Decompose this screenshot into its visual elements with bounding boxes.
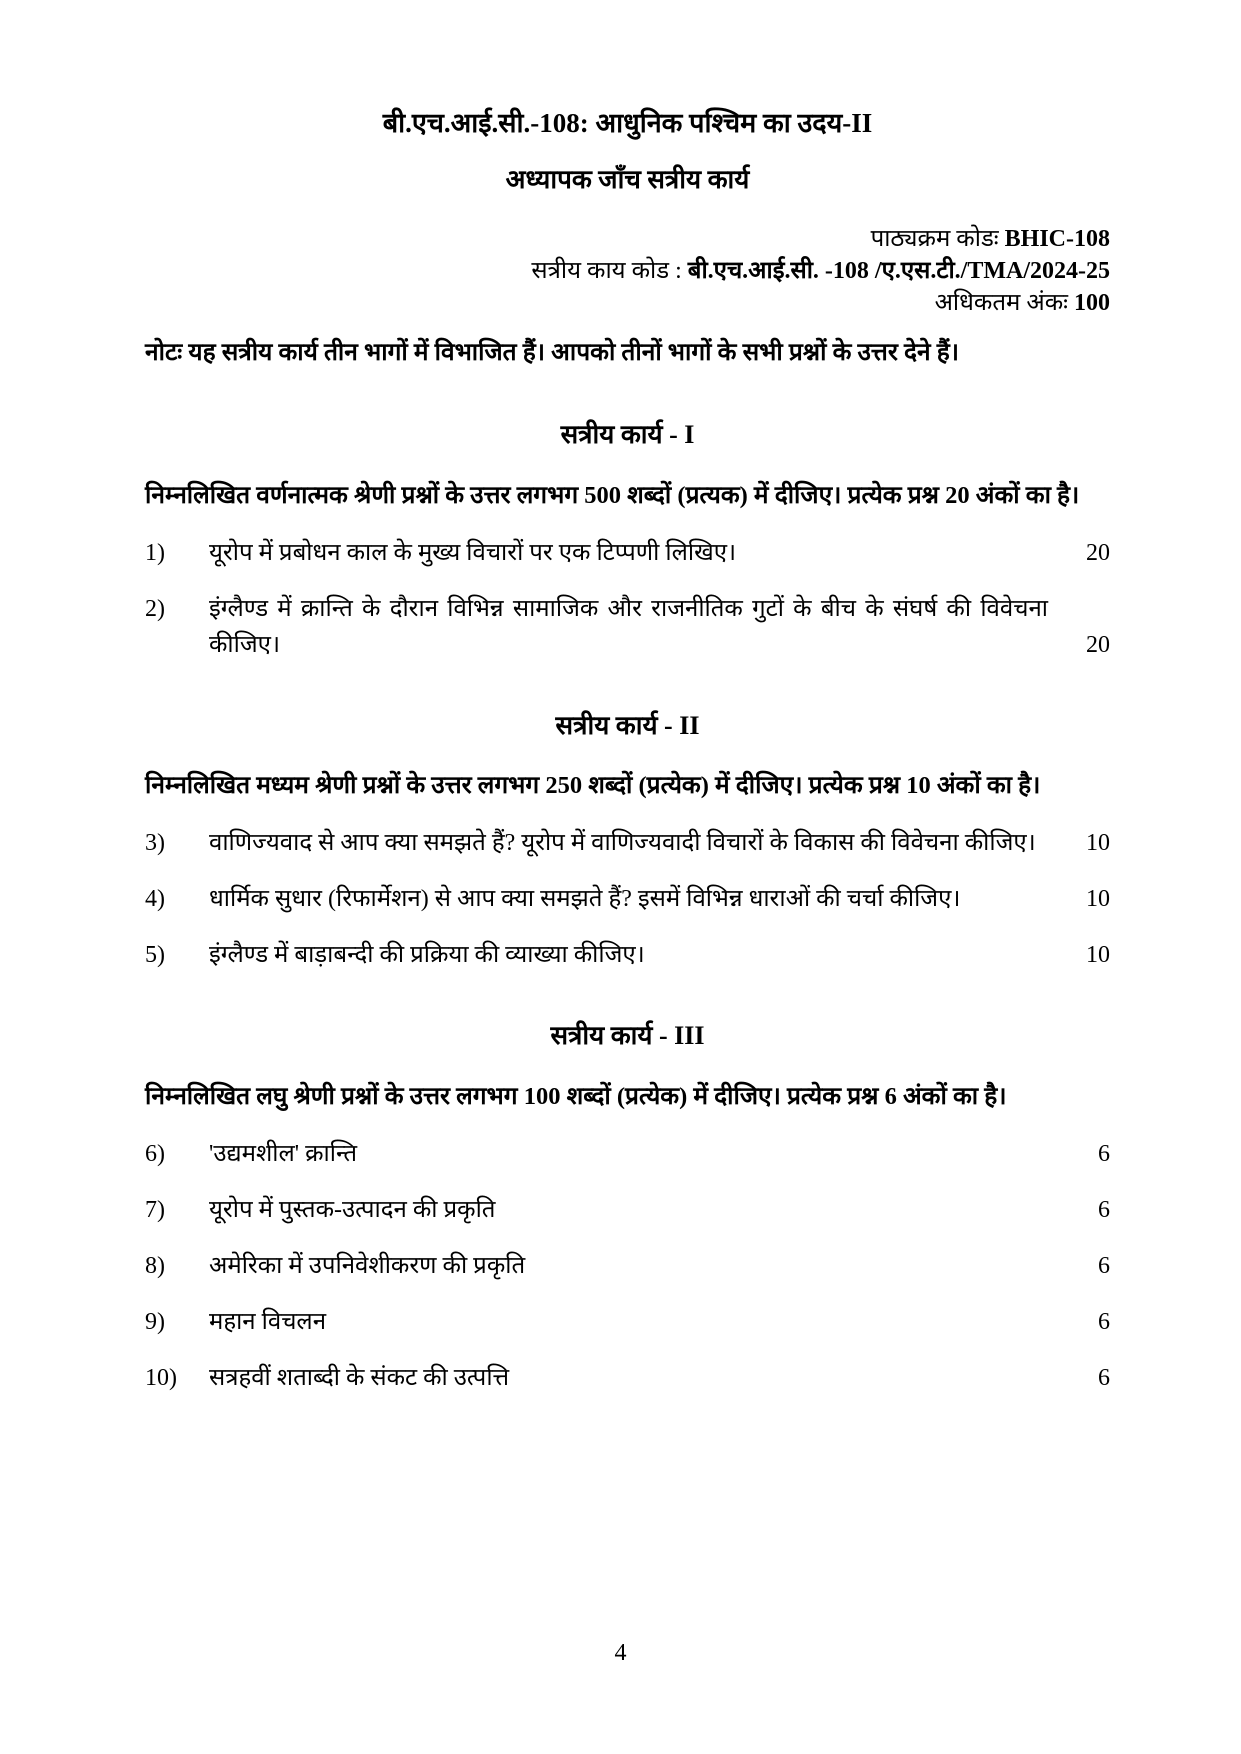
question-row bbox=[145, 1360, 1110, 1396]
question-text: महान विचलन bbox=[209, 1308, 327, 1335]
question-text: यूरोप में प्रबोधन काल के मुख्य विचारों पर एक टिप्पणी लिखिए। bbox=[209, 539, 737, 566]
question-text: इंग्लैण्ड में बाड़ाबन्दी की प्रक्रिया की व्याख्या कीजिए। bbox=[209, 942, 645, 969]
question-text: वाणिज्यवाद से आप क्या समझते हैं? यूरोप में वाणिज्यवादी विचारों के विकास की विवेचना कीजिए। bbox=[209, 830, 1036, 857]
course-code-label: पाठ्यक्रम कोडः bbox=[870, 225, 999, 252]
course-code-line bbox=[145, 223, 1110, 255]
question-marks: 10 bbox=[1086, 942, 1110, 969]
question-row bbox=[145, 1192, 1110, 1228]
question-marks: 6 bbox=[1098, 1308, 1110, 1335]
assignment-code-value: बी.एच.आई.सी. -108 /ए.एस.टी./TMA/2024-25 bbox=[687, 258, 1110, 285]
question-number: 6) bbox=[145, 1140, 165, 1167]
question-text: अमेरिका में उपनिवेशीकरण की प्रकृति bbox=[209, 1252, 526, 1279]
assignment-meta bbox=[145, 223, 1110, 319]
max-marks-line bbox=[145, 287, 1110, 319]
question-marks: 10 bbox=[1086, 830, 1110, 857]
section-2-instructions: निम्नलिखित मध्यम श्रेणी प्रश्नों के उत्तर लगभग 250 शब्दों (प्रत्येक) में दीजिए। प्रत्येक प्रश्न 10 अंकों का है। bbox=[145, 772, 1041, 800]
question-row bbox=[145, 535, 1110, 571]
question-number: 3) bbox=[145, 830, 165, 857]
question-text: इंग्लैण्ड में क्रान्ति के दौरान विभिन्न सामाजिक और राजनीतिक गुटों के बीच के संघर्ष की विवेचना कीजिए। bbox=[209, 595, 1048, 658]
question-marks: 6 bbox=[1098, 1196, 1110, 1223]
question-row bbox=[145, 1248, 1110, 1284]
course-code-value: BHIC-108 bbox=[1004, 225, 1110, 252]
section-1-heading: सत्रीय कार्य - I bbox=[560, 420, 695, 450]
question-row bbox=[145, 1304, 1110, 1340]
question-marks: 20 bbox=[1086, 631, 1110, 658]
note-text: नोटः यह सत्रीय कार्य तीन भागों में विभाजित हैं। आपको तीनों भागों के सभी प्रश्नों के उत्तर देने हैं। bbox=[145, 339, 960, 367]
assignment-code-label: सत्रीय काय कोड : bbox=[531, 258, 682, 285]
question-row bbox=[145, 937, 1110, 973]
question-row bbox=[145, 591, 1110, 663]
section-3-instructions: निम्नलिखित लघु श्रेणी प्रश्नों के उत्तर लगभग 100 शब्दों (प्रत्येक) में दीजिए। प्रत्येक प्रश्न 6 अंकों का है। bbox=[145, 1083, 1007, 1110]
question-marks: 6 bbox=[1098, 1364, 1110, 1391]
question-text: 'उद्यमशील' क्रान्ति bbox=[209, 1140, 358, 1167]
question-number: 10) bbox=[145, 1364, 177, 1391]
question-number: 4) bbox=[145, 886, 165, 913]
question-number: 7) bbox=[145, 1196, 165, 1223]
question-number: 1) bbox=[145, 539, 165, 566]
section-3-heading: सत्रीय कार्य - III bbox=[550, 1021, 705, 1051]
section-1-instructions: निम्नलिखित वर्णनात्मक श्रेणी प्रश्नों के उत्तर लगभग 500 शब्दों (प्रत्यक) में दीजिए। प्रत्येक प्रश्न 20 अंकों का है। bbox=[145, 481, 1080, 509]
max-marks-value: 100 bbox=[1074, 290, 1110, 317]
assignment-type-title: अध्यापक जाँच सत्रीय कार्य bbox=[505, 165, 750, 195]
page-number: 4 bbox=[614, 1640, 627, 1666]
question-text: सत्रहवीं शताब्दी के संकट की उत्पत्ति bbox=[209, 1364, 510, 1391]
question-row bbox=[145, 881, 1110, 917]
question-marks: 20 bbox=[1086, 539, 1110, 566]
max-marks-label: अधिकतम अंकः bbox=[934, 290, 1068, 317]
section-2-heading: सत्रीय कार्य - II bbox=[555, 710, 700, 740]
question-number: 9) bbox=[145, 1308, 165, 1335]
question-number: 2) bbox=[145, 595, 165, 622]
question-row bbox=[145, 1136, 1110, 1172]
question-marks: 6 bbox=[1098, 1252, 1110, 1279]
assignment-code-line bbox=[145, 255, 1110, 287]
question-text: यूरोप में पुस्तक-उत्पादन की प्रकृति bbox=[209, 1196, 496, 1223]
question-marks: 6 bbox=[1098, 1140, 1110, 1167]
question-text: धार्मिक सुधार (रिफार्मेशन) से आप क्या समझते हैं? इसमें विभिन्न धाराओं की चर्चा कीजिए। bbox=[209, 886, 961, 913]
course-title: बी.एच.आई.सी.-108: आधुनिक पश्चिम का उदय-II bbox=[382, 108, 873, 138]
question-number: 8) bbox=[145, 1252, 165, 1279]
question-marks: 10 bbox=[1086, 886, 1110, 913]
question-number: 5) bbox=[145, 942, 165, 969]
question-row bbox=[145, 825, 1110, 861]
